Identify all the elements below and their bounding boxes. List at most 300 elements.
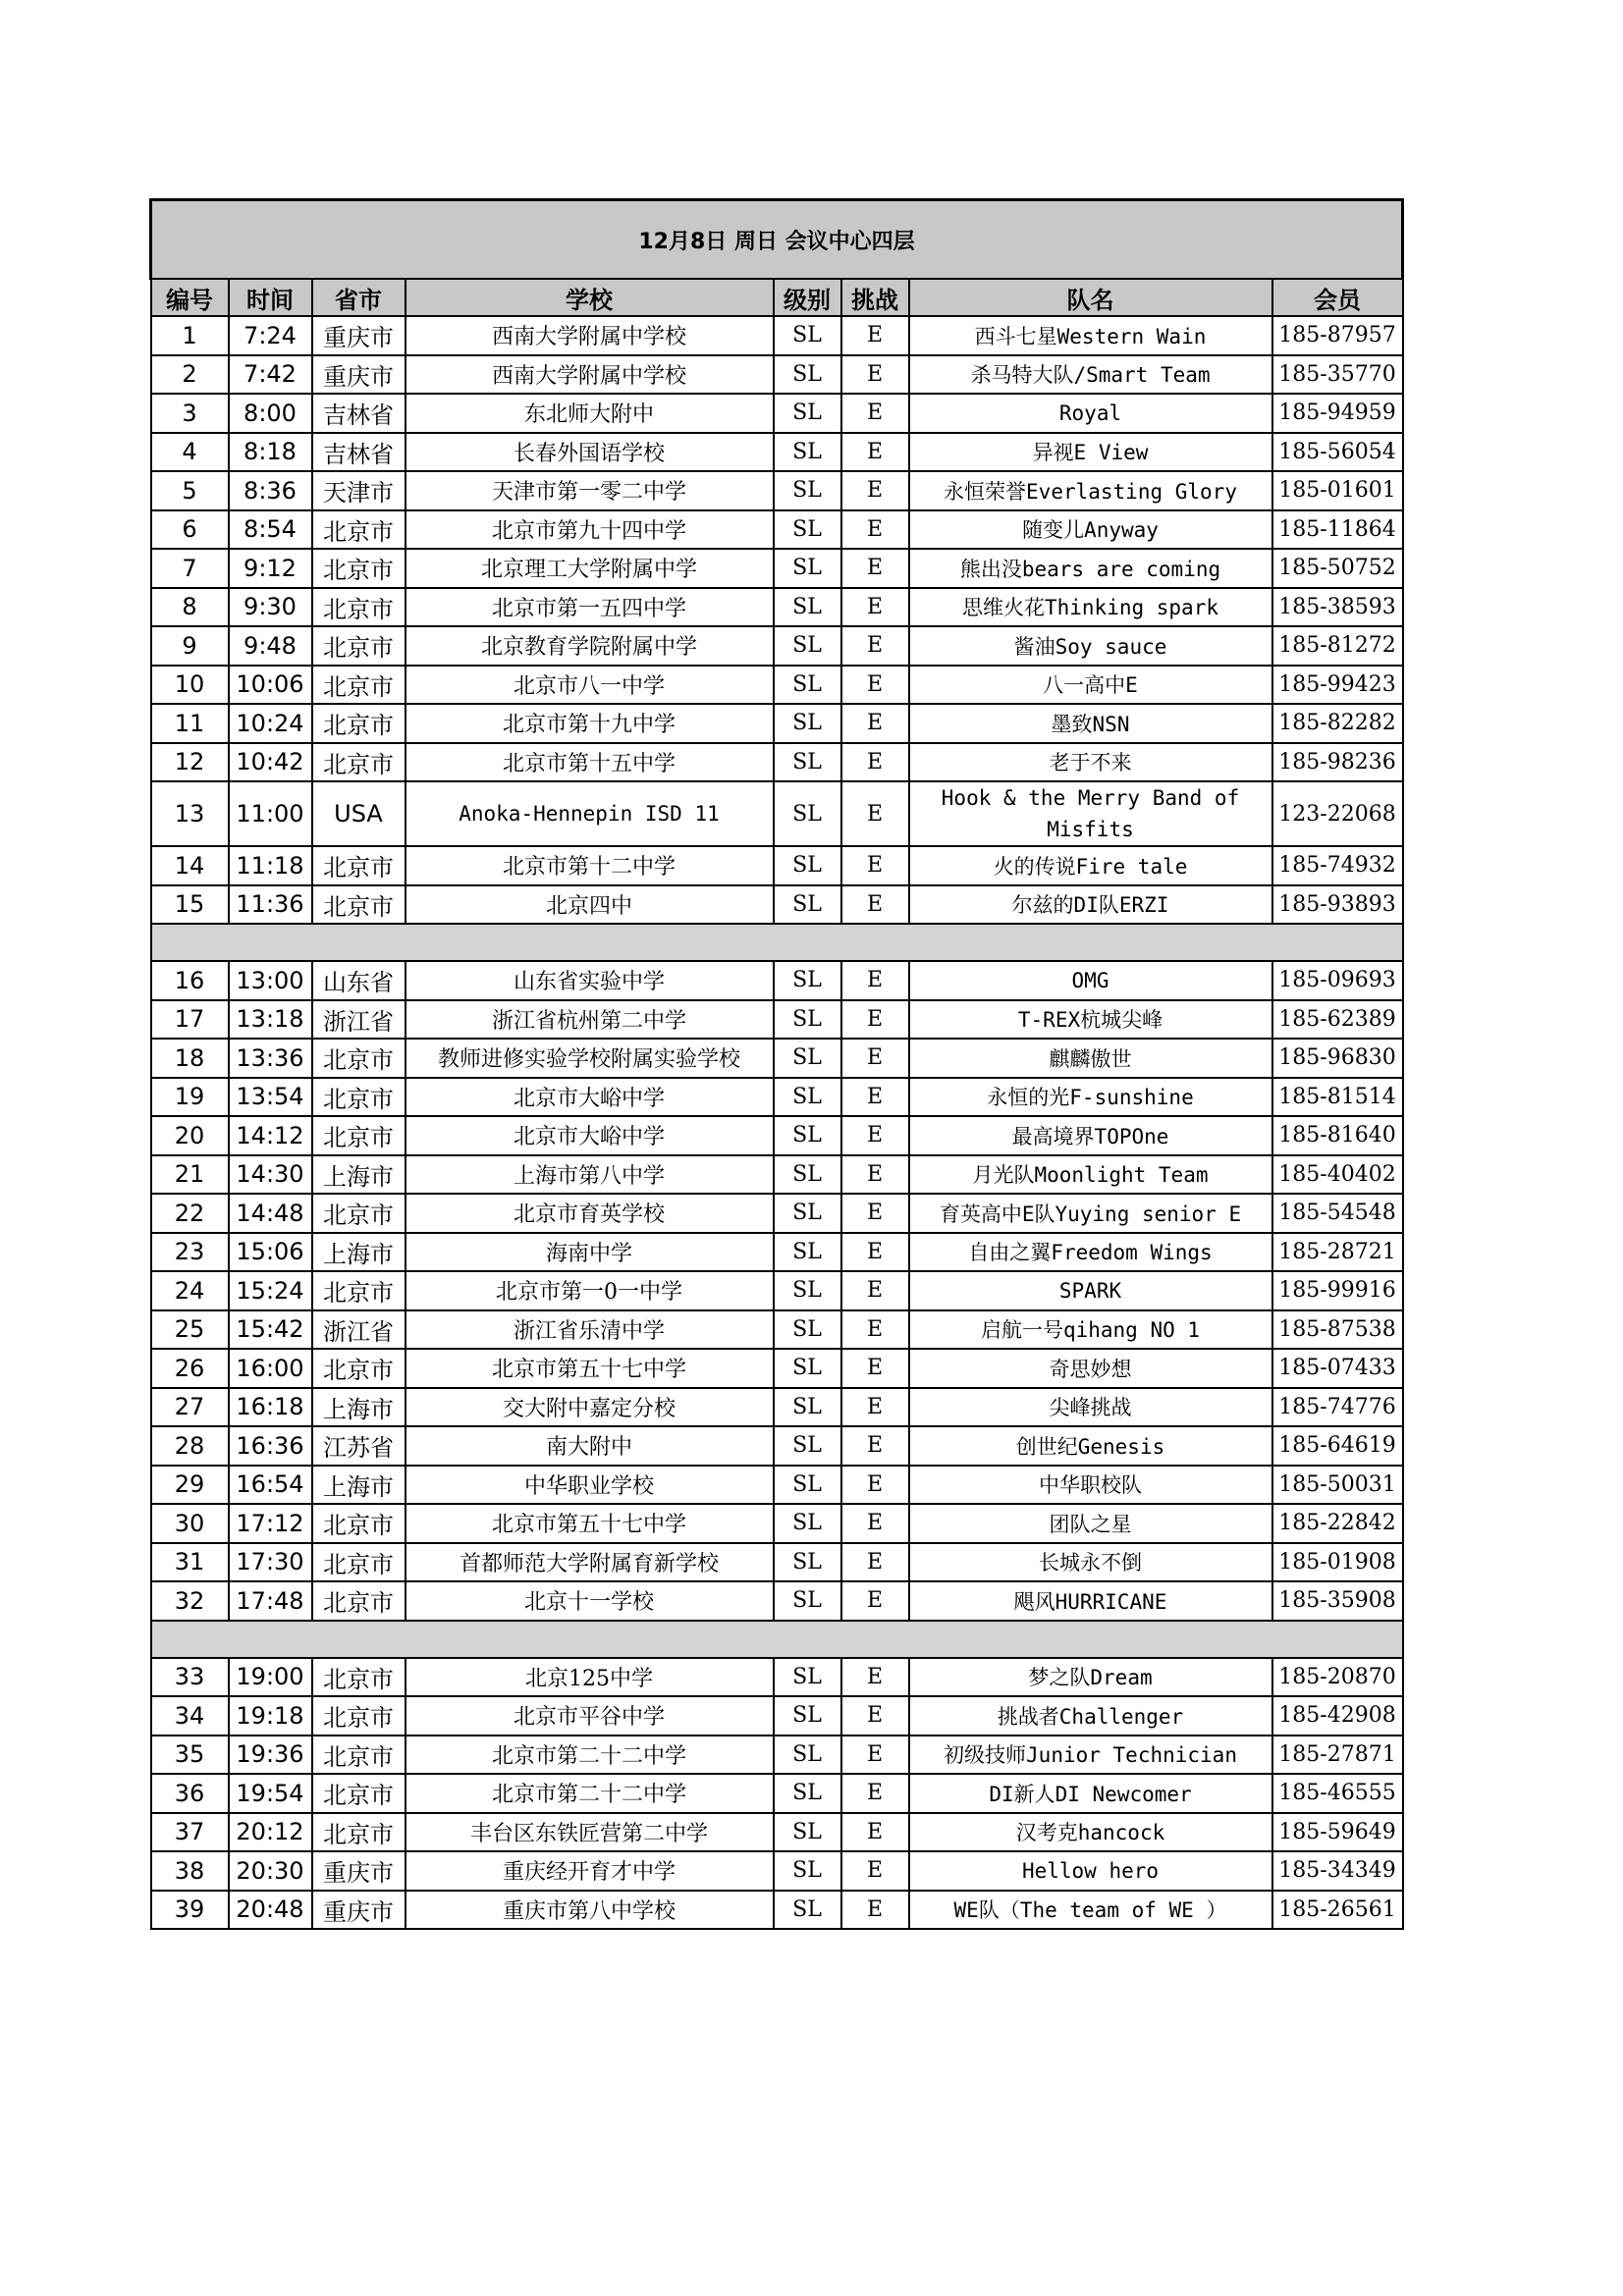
cell-province: 北京市 (312, 704, 406, 743)
cell-member: 185-27871 (1272, 1735, 1403, 1775)
cell-member: 185-81514 (1272, 1078, 1403, 1117)
table-row (151, 781, 1403, 846)
cell-no: 25 (151, 1310, 229, 1350)
cell-school: 北京市大峪中学 (406, 1078, 774, 1117)
cell-province: 浙江省 (312, 1000, 406, 1040)
table-row (151, 626, 1403, 666)
cell-no: 21 (151, 1155, 229, 1195)
cell-school: 浙江省乐清中学 (406, 1310, 774, 1350)
cell-no: 3 (151, 394, 229, 433)
cell-challenge: E (841, 433, 909, 472)
cell-school: 交大附中嘉定分校 (406, 1388, 774, 1427)
cell-team: 西斗七星Western Wain (909, 316, 1272, 355)
cell-no: 4 (151, 433, 229, 472)
cell-province: 北京市 (312, 1504, 406, 1543)
cell-no: 28 (151, 1426, 229, 1466)
table-row (151, 588, 1403, 627)
cell-member: 185-46555 (1272, 1774, 1403, 1813)
cell-province: 山东省 (312, 961, 406, 1000)
cell-level: SL (774, 510, 841, 550)
table-row (151, 1851, 1403, 1891)
cell-time: 13:54 (229, 1078, 312, 1117)
cell-team: 育英高中E队Yuying senior E (909, 1194, 1272, 1233)
table-row (151, 1078, 1403, 1117)
cell-member: 185-20870 (1272, 1658, 1403, 1697)
cell-team: 尖峰挑战 (909, 1388, 1272, 1427)
cell-school: 东北师大附中 (406, 394, 774, 433)
cell-team: DI新人DI Newcomer (909, 1774, 1272, 1813)
cell-province: 北京市 (312, 1039, 406, 1078)
cell-province: 北京市 (312, 1116, 406, 1155)
header-level: 级别 (774, 279, 841, 316)
cell-time: 8:36 (229, 471, 312, 510)
cell-province: 北京市 (312, 1349, 406, 1388)
cell-team: 酱油Soy sauce (909, 626, 1272, 666)
header-team: 队名 (909, 279, 1272, 316)
cell-team: 挑战者Challenger (909, 1696, 1272, 1735)
table-row (151, 1388, 1403, 1427)
table-row (151, 1774, 1403, 1813)
cell-level: SL (774, 1466, 841, 1505)
cell-member: 185-40402 (1272, 1155, 1403, 1195)
cell-member: 185-34349 (1272, 1851, 1403, 1891)
cell-level: SL (774, 1155, 841, 1195)
table-row (151, 1543, 1403, 1582)
cell-no: 11 (151, 704, 229, 743)
cell-province: 重庆市 (312, 355, 406, 395)
cell-time: 11:36 (229, 885, 312, 925)
cell-member: 123-22068 (1272, 781, 1403, 846)
cell-time: 16:54 (229, 1466, 312, 1505)
cell-school: 北京十一学校 (406, 1581, 774, 1621)
cell-time: 20:12 (229, 1813, 312, 1852)
cell-level: SL (774, 781, 841, 846)
header-province: 省市 (312, 279, 406, 316)
cell-province: 北京市 (312, 1696, 406, 1735)
cell-no: 15 (151, 885, 229, 925)
cell-time: 16:00 (229, 1349, 312, 1388)
cell-member: 185-82282 (1272, 704, 1403, 743)
cell-time: 19:18 (229, 1696, 312, 1735)
cell-no: 16 (151, 961, 229, 1000)
cell-province: 北京市 (312, 666, 406, 705)
cell-team: 杀马特大队/Smart Team (909, 355, 1272, 395)
cell-province: 上海市 (312, 1388, 406, 1427)
cell-challenge: E (841, 781, 909, 846)
cell-province: 天津市 (312, 471, 406, 510)
cell-school: 丰台区东铁匠营第二中学 (406, 1813, 774, 1852)
cell-no: 2 (151, 355, 229, 395)
cell-time: 10:06 (229, 666, 312, 705)
cell-member: 185-28721 (1272, 1233, 1403, 1272)
table-row (151, 1233, 1403, 1272)
table-row (151, 549, 1403, 588)
cell-member: 185-56054 (1272, 433, 1403, 472)
cell-time: 14:48 (229, 1194, 312, 1233)
cell-school: 北京市第一0一中学 (406, 1271, 774, 1310)
cell-no: 7 (151, 549, 229, 588)
cell-school: 北京市第九十四中学 (406, 510, 774, 550)
cell-member: 185-01601 (1272, 471, 1403, 510)
cell-province: 北京市 (312, 743, 406, 782)
cell-challenge: E (841, 1233, 909, 1272)
cell-member: 185-01908 (1272, 1543, 1403, 1582)
cell-challenge: E (841, 1039, 909, 1078)
cell-challenge: E (841, 704, 909, 743)
cell-member: 185-50752 (1272, 549, 1403, 588)
cell-no: 22 (151, 1194, 229, 1233)
cell-no: 39 (151, 1891, 229, 1930)
cell-no: 20 (151, 1116, 229, 1155)
cell-level: SL (774, 1851, 841, 1891)
cell-level: SL (774, 1658, 841, 1697)
cell-province: 上海市 (312, 1466, 406, 1505)
cell-level: SL (774, 961, 841, 1000)
cell-no: 27 (151, 1388, 229, 1427)
cell-member: 185-35908 (1272, 1581, 1403, 1621)
cell-member: 185-11864 (1272, 510, 1403, 550)
cell-time: 16:18 (229, 1388, 312, 1427)
cell-team: Hook & the Merry Band of Misfits (909, 781, 1272, 846)
table-row (151, 743, 1403, 782)
cell-time: 19:36 (229, 1735, 312, 1775)
cell-challenge: E (841, 846, 909, 885)
cell-time: 19:00 (229, 1658, 312, 1697)
cell-no: 5 (151, 471, 229, 510)
table-row (151, 666, 1403, 705)
cell-level: SL (774, 394, 841, 433)
cell-level: SL (774, 316, 841, 355)
cell-no: 6 (151, 510, 229, 550)
cell-challenge: E (841, 1891, 909, 1930)
cell-team: 永恒荣誉Everlasting Glory (909, 471, 1272, 510)
cell-no: 31 (151, 1543, 229, 1582)
cell-no: 29 (151, 1466, 229, 1505)
cell-level: SL (774, 1543, 841, 1582)
cell-province: 重庆市 (312, 1891, 406, 1930)
cell-time: 9:30 (229, 588, 312, 627)
cell-province: 北京市 (312, 1194, 406, 1233)
cell-school: 北京125中学 (406, 1658, 774, 1697)
table-row (151, 316, 1403, 355)
cell-team: 梦之队Dream (909, 1658, 1272, 1697)
cell-member: 185-99916 (1272, 1271, 1403, 1310)
cell-province: 北京市 (312, 885, 406, 925)
cell-level: SL (774, 1271, 841, 1310)
cell-team: 奇思妙想 (909, 1349, 1272, 1388)
cell-member: 185-07433 (1272, 1349, 1403, 1388)
cell-challenge: E (841, 1078, 909, 1117)
cell-time: 15:06 (229, 1233, 312, 1272)
cell-no: 32 (151, 1581, 229, 1621)
cell-time: 8:18 (229, 433, 312, 472)
cell-team: 启航一号qihang NO 1 (909, 1310, 1272, 1350)
cell-member: 185-99423 (1272, 666, 1403, 705)
cell-member: 185-35770 (1272, 355, 1403, 395)
cell-challenge: E (841, 1735, 909, 1775)
cell-challenge: E (841, 510, 909, 550)
cell-level: SL (774, 1696, 841, 1735)
table-row (151, 846, 1403, 885)
cell-member: 185-59649 (1272, 1813, 1403, 1852)
cell-challenge: E (841, 1000, 909, 1040)
cell-challenge: E (841, 1466, 909, 1505)
cell-no: 8 (151, 588, 229, 627)
cell-team: 八一高中E (909, 666, 1272, 705)
table-row (151, 1891, 1403, 1930)
cell-school: 重庆经开育才中学 (406, 1851, 774, 1891)
cell-member: 185-87957 (1272, 316, 1403, 355)
cell-no: 38 (151, 1851, 229, 1891)
cell-team: 初级技师Junior Technician (909, 1735, 1272, 1775)
cell-team: 火的传说Fire tale (909, 846, 1272, 885)
cell-school: Anoka-Hennepin ISD 11 (406, 781, 774, 846)
cell-school: 天津市第一零二中学 (406, 471, 774, 510)
cell-no: 1 (151, 316, 229, 355)
cell-level: SL (774, 1310, 841, 1350)
cell-challenge: E (841, 1116, 909, 1155)
cell-challenge: E (841, 1155, 909, 1195)
cell-team: T-REX杭城尖峰 (909, 1000, 1272, 1040)
cell-member: 185-94959 (1272, 394, 1403, 433)
cell-time: 14:30 (229, 1155, 312, 1195)
cell-province: 北京市 (312, 626, 406, 666)
cell-province: 重庆市 (312, 316, 406, 355)
cell-member: 185-26561 (1272, 1891, 1403, 1930)
cell-school: 北京四中 (406, 885, 774, 925)
cell-no: 18 (151, 1039, 229, 1078)
table-body (151, 316, 1403, 1929)
cell-level: SL (774, 588, 841, 627)
cell-level: SL (774, 1388, 841, 1427)
cell-challenge: E (841, 885, 909, 925)
cell-level: SL (774, 1000, 841, 1040)
cell-level: SL (774, 1813, 841, 1852)
cell-no: 35 (151, 1735, 229, 1775)
cell-team: 汉考克hancock (909, 1813, 1272, 1852)
cell-no: 10 (151, 666, 229, 705)
table-row (151, 885, 1403, 925)
cell-school: 北京市第二十二中学 (406, 1774, 774, 1813)
cell-province: 北京市 (312, 1078, 406, 1117)
cell-school: 北京市八一中学 (406, 666, 774, 705)
break-cell (151, 924, 1403, 961)
cell-level: SL (774, 1349, 841, 1388)
cell-level: SL (774, 626, 841, 666)
cell-team: OMG (909, 961, 1272, 1000)
cell-member: 185-74776 (1272, 1388, 1403, 1427)
table-row (151, 1696, 1403, 1735)
cell-team: 团队之星 (909, 1504, 1272, 1543)
cell-time: 15:24 (229, 1271, 312, 1310)
cell-province: 北京市 (312, 1774, 406, 1813)
cell-time: 9:12 (229, 549, 312, 588)
cell-time: 8:54 (229, 510, 312, 550)
cell-level: SL (774, 743, 841, 782)
break-cell (151, 1621, 1403, 1658)
cell-member: 185-81640 (1272, 1116, 1403, 1155)
cell-no: 26 (151, 1349, 229, 1388)
cell-school: 南大附中 (406, 1426, 774, 1466)
cell-time: 10:42 (229, 743, 312, 782)
cell-level: SL (774, 1078, 841, 1117)
cell-school: 西南大学附属中学校 (406, 355, 774, 395)
cell-time: 14:12 (229, 1116, 312, 1155)
cell-challenge: E (841, 1696, 909, 1735)
cell-challenge: E (841, 588, 909, 627)
cell-province: 上海市 (312, 1233, 406, 1272)
cell-level: SL (774, 471, 841, 510)
table-row (151, 961, 1403, 1000)
cell-challenge: E (841, 1543, 909, 1582)
table-row (151, 394, 1403, 433)
cell-no: 9 (151, 626, 229, 666)
cell-level: SL (774, 885, 841, 925)
table-row (151, 1310, 1403, 1350)
cell-team: 麒麟傲世 (909, 1039, 1272, 1078)
header-row (151, 279, 1403, 316)
cell-time: 11:00 (229, 781, 312, 846)
cell-challenge: E (841, 394, 909, 433)
cell-province: 江苏省 (312, 1426, 406, 1466)
cell-team: 墨致NSN (909, 704, 1272, 743)
cell-level: SL (774, 1891, 841, 1930)
cell-challenge: E (841, 1851, 909, 1891)
cell-challenge: E (841, 1504, 909, 1543)
cell-challenge: E (841, 1658, 909, 1697)
cell-school: 重庆市第八中学校 (406, 1891, 774, 1930)
cell-challenge: E (841, 549, 909, 588)
cell-team: 随变儿Anyway (909, 510, 1272, 550)
cell-province: 北京市 (312, 846, 406, 885)
header-no: 编号 (151, 279, 229, 316)
cell-team: Hellow hero (909, 1851, 1272, 1891)
cell-member: 185-81272 (1272, 626, 1403, 666)
table-row (151, 355, 1403, 395)
table-row (151, 1466, 1403, 1505)
cell-time: 10:24 (229, 704, 312, 743)
break-row (151, 1621, 1403, 1658)
cell-member: 185-54548 (1272, 1194, 1403, 1233)
cell-level: SL (774, 355, 841, 395)
cell-school: 上海市第八中学 (406, 1155, 774, 1195)
table-row (151, 1000, 1403, 1040)
cell-level: SL (774, 1735, 841, 1775)
cell-member: 185-64619 (1272, 1426, 1403, 1466)
table-row (151, 1504, 1403, 1543)
cell-team: SPARK (909, 1271, 1272, 1310)
table-title: 12月8日 周日 会议中心四层 (151, 200, 1403, 280)
cell-member: 185-22842 (1272, 1504, 1403, 1543)
table-row (151, 433, 1403, 472)
header-challenge: 挑战 (841, 279, 909, 316)
table-row (151, 1735, 1403, 1775)
cell-member: 185-74932 (1272, 846, 1403, 885)
cell-member: 185-96830 (1272, 1039, 1403, 1078)
cell-school: 北京市第五十七中学 (406, 1349, 774, 1388)
cell-level: SL (774, 1426, 841, 1466)
cell-team: Royal (909, 394, 1272, 433)
cell-school: 海南中学 (406, 1233, 774, 1272)
cell-province: 吉林省 (312, 394, 406, 433)
cell-school: 首都师范大学附属育新学校 (406, 1543, 774, 1582)
cell-school: 北京市大峪中学 (406, 1116, 774, 1155)
cell-school: 山东省实验中学 (406, 961, 774, 1000)
cell-time: 20:30 (229, 1851, 312, 1891)
cell-team: 熊出没bears are coming (909, 549, 1272, 588)
cell-province: 北京市 (312, 549, 406, 588)
cell-level: SL (774, 666, 841, 705)
table-row (151, 471, 1403, 510)
cell-school: 北京市第十九中学 (406, 704, 774, 743)
table-row (151, 1581, 1403, 1621)
cell-challenge: E (841, 316, 909, 355)
cell-challenge: E (841, 471, 909, 510)
cell-no: 13 (151, 781, 229, 846)
table-row (151, 1813, 1403, 1852)
cell-no: 37 (151, 1813, 229, 1852)
cell-team: 永恒的光F-sunshine (909, 1078, 1272, 1117)
cell-level: SL (774, 846, 841, 885)
table-row (151, 1194, 1403, 1233)
cell-member: 185-93893 (1272, 885, 1403, 925)
cell-team: 月光队Moonlight Team (909, 1155, 1272, 1195)
cell-no: 33 (151, 1658, 229, 1697)
cell-province: 北京市 (312, 1581, 406, 1621)
cell-challenge: E (841, 1581, 909, 1621)
cell-challenge: E (841, 1310, 909, 1350)
cell-school: 中华职业学校 (406, 1466, 774, 1505)
cell-school: 北京理工大学附属中学 (406, 549, 774, 588)
cell-province: 北京市 (312, 510, 406, 550)
cell-province: 上海市 (312, 1155, 406, 1195)
cell-province: 北京市 (312, 1658, 406, 1697)
cell-member: 185-38593 (1272, 588, 1403, 627)
cell-level: SL (774, 1039, 841, 1078)
cell-member: 185-50031 (1272, 1466, 1403, 1505)
cell-school: 北京市第五十七中学 (406, 1504, 774, 1543)
header-school: 学校 (406, 279, 774, 316)
cell-challenge: E (841, 743, 909, 782)
table-row (151, 1658, 1403, 1697)
header-member: 会员 (1272, 279, 1403, 316)
cell-school: 浙江省杭州第二中学 (406, 1000, 774, 1040)
cell-level: SL (774, 1116, 841, 1155)
cell-no: 12 (151, 743, 229, 782)
cell-challenge: E (841, 1271, 909, 1310)
cell-school: 北京市第十二中学 (406, 846, 774, 885)
cell-team: 创世纪Genesis (909, 1426, 1272, 1466)
cell-time: 13:36 (229, 1039, 312, 1078)
cell-province: 北京市 (312, 1813, 406, 1852)
cell-challenge: E (841, 1426, 909, 1466)
cell-member: 185-62389 (1272, 1000, 1403, 1040)
cell-province: 北京市 (312, 1543, 406, 1582)
cell-no: 36 (151, 1774, 229, 1813)
cell-school: 西南大学附属中学校 (406, 316, 774, 355)
cell-time: 15:42 (229, 1310, 312, 1350)
cell-no: 19 (151, 1078, 229, 1117)
cell-province: 北京市 (312, 588, 406, 627)
cell-level: SL (774, 1194, 841, 1233)
cell-time: 16:36 (229, 1426, 312, 1466)
cell-time: 17:30 (229, 1543, 312, 1582)
cell-time: 11:18 (229, 846, 312, 885)
cell-time: 7:42 (229, 355, 312, 395)
cell-challenge: E (841, 1388, 909, 1427)
cell-time: 19:54 (229, 1774, 312, 1813)
cell-school: 北京市第一五四中学 (406, 588, 774, 627)
